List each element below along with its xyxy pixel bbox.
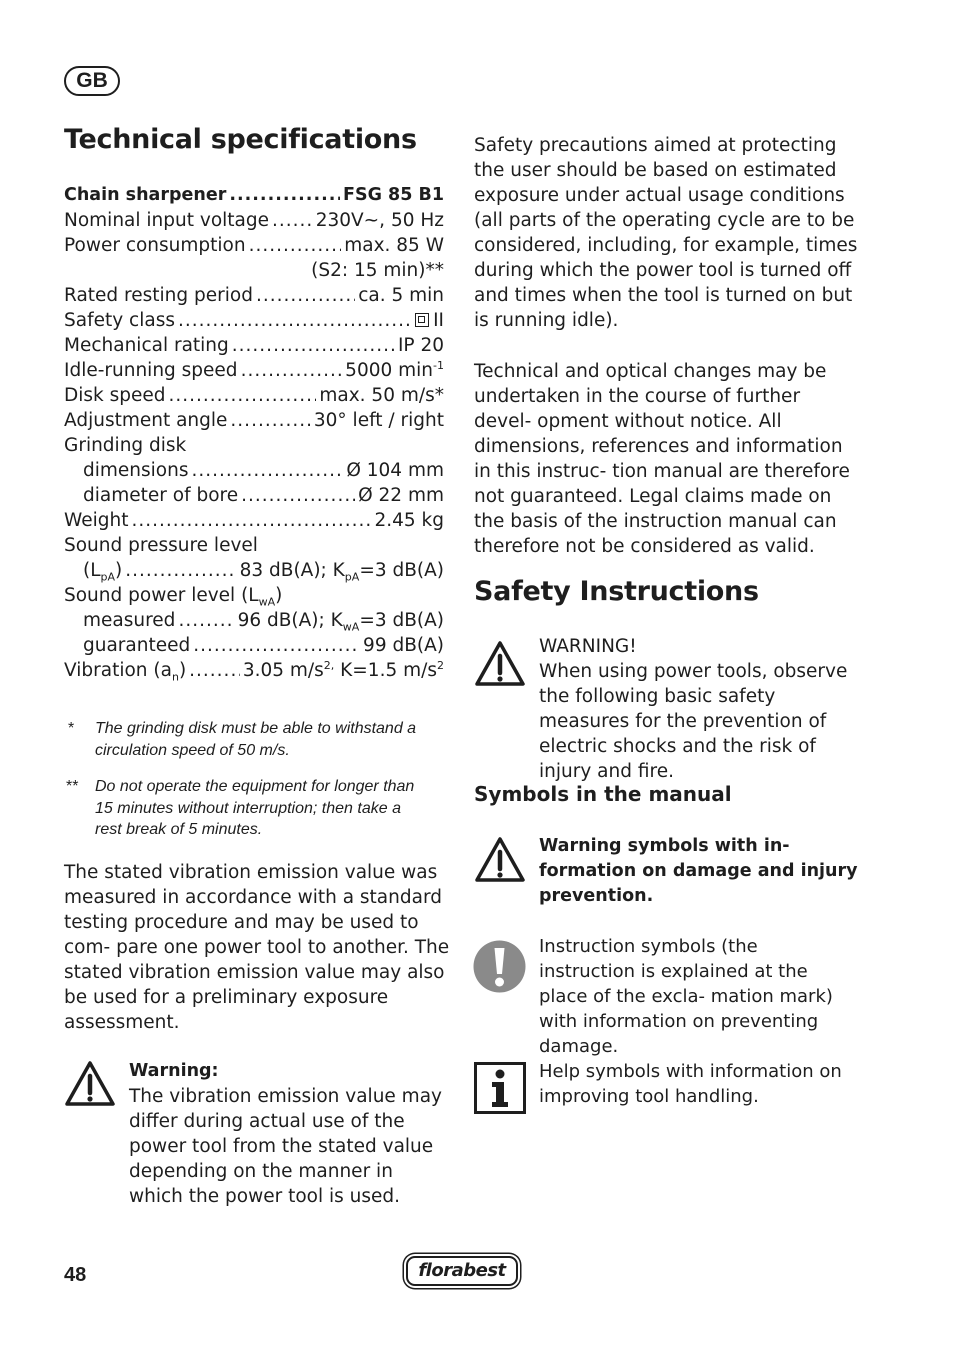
warning-title: WARNING! (539, 636, 637, 657)
warning-triangle-icon (64, 1060, 116, 1108)
spec-label: Safety class (64, 310, 175, 331)
spec-value: 5000 min (345, 360, 434, 381)
spec-label: Disk speed (64, 385, 166, 406)
spec-row (64, 233, 444, 258)
spec-value: Ø 104 mm (346, 460, 444, 481)
changes-paragraph: Technical and optical changes may be undertaken in the course of further devel- opment without notice. All dimensions, references and information in this instruc- tion manual are therefore not guaranteed. Legal claims made on the basis of the instruction manual can therefore not be considered as valid. (474, 361, 850, 557)
sound-power-label: Sound power level $(L_{wA})$ (64, 585, 283, 609)
superscript: 2 (437, 658, 444, 672)
superscript: -1 (433, 358, 444, 372)
subscript: pA (100, 570, 116, 584)
spec-row (64, 358, 444, 383)
subscript: pA (344, 570, 360, 584)
spec-value: IP 20 (397, 335, 444, 356)
spec-row (64, 208, 444, 233)
footnote-mark: ** (66, 778, 79, 795)
page-title: Technical specifications (64, 124, 417, 155)
spec-row (64, 383, 444, 408)
page-number: 48 (64, 1264, 87, 1286)
spec-value: Ø 22 mm (358, 485, 444, 506)
spec-label: Idle-running speed (64, 360, 238, 381)
spec-heading-value: FSG 85 B1 (343, 185, 444, 205)
footnote-text: Do not operate the equipment for longer than 15 minutes without interruption; then take a rest break of 5 minutes. (95, 778, 415, 838)
spec-row (64, 308, 444, 333)
spec-value: 3.05 m/s (242, 660, 324, 681)
spec-label: Rated resting period (64, 285, 253, 306)
spec-row (83, 483, 444, 508)
spec-row (64, 333, 444, 358)
exclamation-circle-icon (473, 940, 526, 993)
symbol-description: Instruction symbols (the instruction is explained at the place of the excla- mation mark) with information on preventing damage. (539, 936, 833, 1057)
power-duty-note: (S2: 15 min)** (311, 260, 444, 281)
language-badge: GB (64, 66, 120, 96)
double-insulation-icon (415, 313, 429, 327)
spec-label: Nominal input voltage (64, 210, 269, 231)
spec-label: Weight (64, 510, 129, 531)
spec-heading-row (64, 183, 444, 208)
subscript: n (171, 670, 179, 684)
spec-value: II (433, 310, 444, 331)
warning-title: Warning: (129, 1061, 219, 1081)
spec-value: 99 dB(A) (363, 635, 444, 656)
spec-value: ca. 5 min (358, 285, 444, 306)
spec-row (83, 458, 444, 483)
spec-value: K=1.5 m/s (334, 660, 437, 681)
spec-label: guaranteed (83, 635, 191, 656)
info-icon (474, 1062, 526, 1114)
spec-value: 2.45 kg (374, 510, 444, 531)
superscript: 2, (323, 658, 335, 672)
subsection-title: Symbols in the manual (474, 782, 732, 806)
subscript: wA (258, 595, 276, 609)
spec-row: $(L_{pA})$ ..... 83 dB(A); $K_{pA}=3$ dB(A) (83, 558, 444, 583)
grinding-disk-label: Grinding disk (64, 435, 187, 456)
spec-row (64, 408, 444, 433)
safety-precautions-paragraph: Safety precautions aimed at protecting the user should be based on estimated exposure under actual usage conditions (all parts of the operating cycle are to be considered, including, for example, times during which the power tool is turned off and times when the tool is turned on but is running idle). (474, 135, 858, 331)
sound-pressure-label: Sound pressure level (64, 535, 258, 556)
spec-row (64, 508, 444, 533)
spec-value: max. 85 W (344, 235, 444, 256)
spec-row (83, 633, 444, 658)
brand-logo: florabest (406, 1256, 518, 1286)
spec-label: measured (83, 610, 176, 631)
symbol-description: Warning symbols with in- formation on damage and injury prevention. (539, 836, 858, 906)
warning-triangle-icon (474, 836, 526, 884)
spec-heading-label: Chain sharpener (64, 185, 227, 205)
spec-row: Vibration $(a_n)$ ..... 3.05 $m/s^{2,}$ K=1.5 $m/s^2$ (64, 658, 444, 683)
section-title: Safety Instructions (474, 576, 759, 607)
spec-value: 230V~, 50 Hz (315, 210, 444, 231)
spec-value: 83 dB(A); K (239, 560, 345, 581)
spec-value: 96 dB(A); K (237, 610, 343, 631)
footnote-text: The grinding disk must be able to withstand a circulation speed of 50 m/s. (95, 720, 417, 759)
spec-row (64, 283, 444, 308)
spec-label: Power consumption (64, 235, 246, 256)
warning-text: The vibration emission value may differ during actual use of the power tool from the stated value depending on the manner in which the power tool is used. (129, 1086, 442, 1207)
warning-triangle-icon (474, 640, 526, 688)
spec-value: 30° left / right (313, 410, 444, 431)
spec-value: =3 dB(A) (359, 560, 444, 581)
spec-label: Sound power level (L (64, 585, 259, 606)
spec-label: Vibration (a (64, 660, 172, 681)
footnote-mark: * (68, 720, 75, 737)
spec-label: Adjustment angle (64, 410, 228, 431)
spec-value: =3 dB(A) (359, 610, 444, 631)
spec-label: dimensions (83, 460, 189, 481)
vibration-paragraph: The stated vibration emission value was measured in accordance with a standard testing procedure and may be used to com- pare one power tool to another. The stated vibration emission value may also be used for a preliminary exposure assessment. (64, 862, 450, 1033)
spec-label: diameter of bore (83, 485, 239, 506)
spec-label: (L (83, 560, 101, 581)
symbol-description: Help symbols with information on improving tool handling. (539, 1061, 842, 1107)
subscript: wA (342, 620, 360, 634)
spec-label: Mechanical rating (64, 335, 229, 356)
spec-value: max. 50 m/s* (319, 385, 444, 406)
warning-text: When using power tools, observe the following basic safety measures for the prevention of electric shocks and the risk of injury and fire. (539, 661, 848, 782)
spec-row (83, 608, 444, 633)
